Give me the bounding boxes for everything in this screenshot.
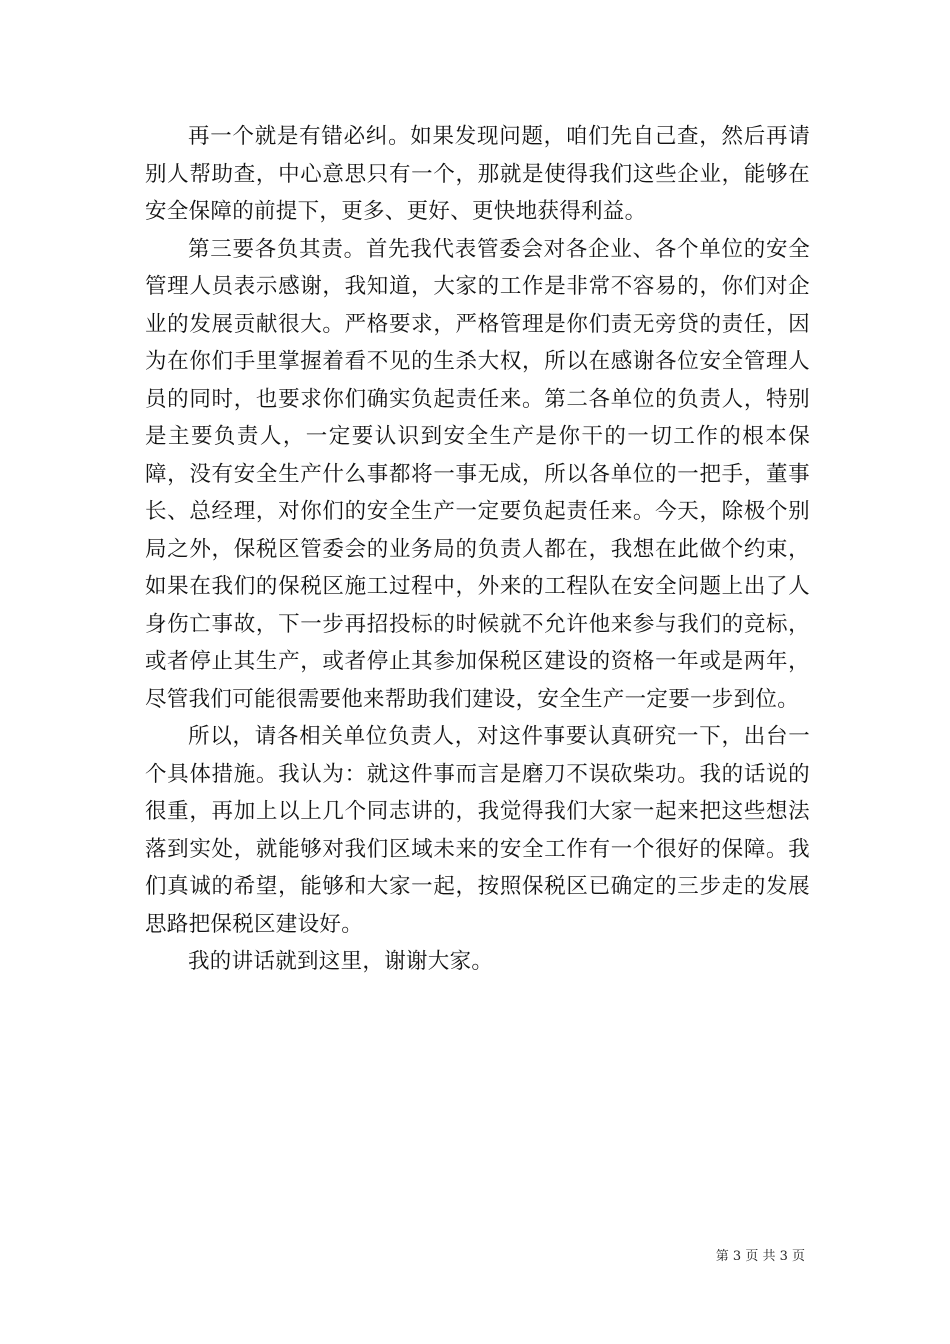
paragraph-measures: 所以，请各相关单位负责人，对这件事要认真研究一下，出台一个具体措施。我认为：就这件事而言是磨刀不误砍柴功。我的话说的很重，再加上以上几个同志讲的，我觉得我们大家一起来把这些想法落到实处，就能够对我们区域未来的安全工作有一个很好的保障。我们真诚的希望，能够和大家一起，按照保税区已确定的三步走的发展思路把保税区建设好。: [145, 724, 810, 937]
paragraph-error-correction: 再一个就是有错必纠。如果发现问题，咱们先自己查，然后再请别人帮助查，中心意思只有一个，那就是使得我们这些企业，能够在安全保障的前提下，更多、更好、更快地获得利益。: [145, 124, 810, 224]
paragraph-responsibility: 第三要各负其责。首先我代表管委会对各企业、各个单位的安全管理人员表示感谢，我知道，大家的工作是非常不容易的，你们对企业的发展贡献很大。严格要求，严格管理是你们责无旁贷的责任，因为在你们手里掌握着看不见的生杀大权，所以在感谢各位安全管理人员的同时，也要求你们确实负起责任来。第二各单位的负责人，特别是主要负责人，一定要认识到安全生产是你干的一切工作的根本保障，没有安全生产什么事都将一事无成，所以各单位的一把手，董事长、总经理，对你们的安全生产一定要负起责任来。今天，除极个别局之外，保税区管委会的业务局的负责人都在，我想在此做个约束，如果在我们的保税区施工过程中，外来的工程队在安全问题上出了人身伤亡事故，下一步再招投标的时候就不允许他来参与我们的竞标，或者停止其生产，或者停止其参加保税区建设的资格一年或是两年，尽管我们可能很需要他来帮助我们建设，安全生产一定要一步到位。: [145, 236, 810, 712]
page-number-footer: 第 3 页 共 3 页: [715, 1249, 805, 1264]
paragraph-closing: 我的讲话就到这里，谢谢大家。: [188, 949, 494, 974]
document-body: [145, 118, 810, 981]
